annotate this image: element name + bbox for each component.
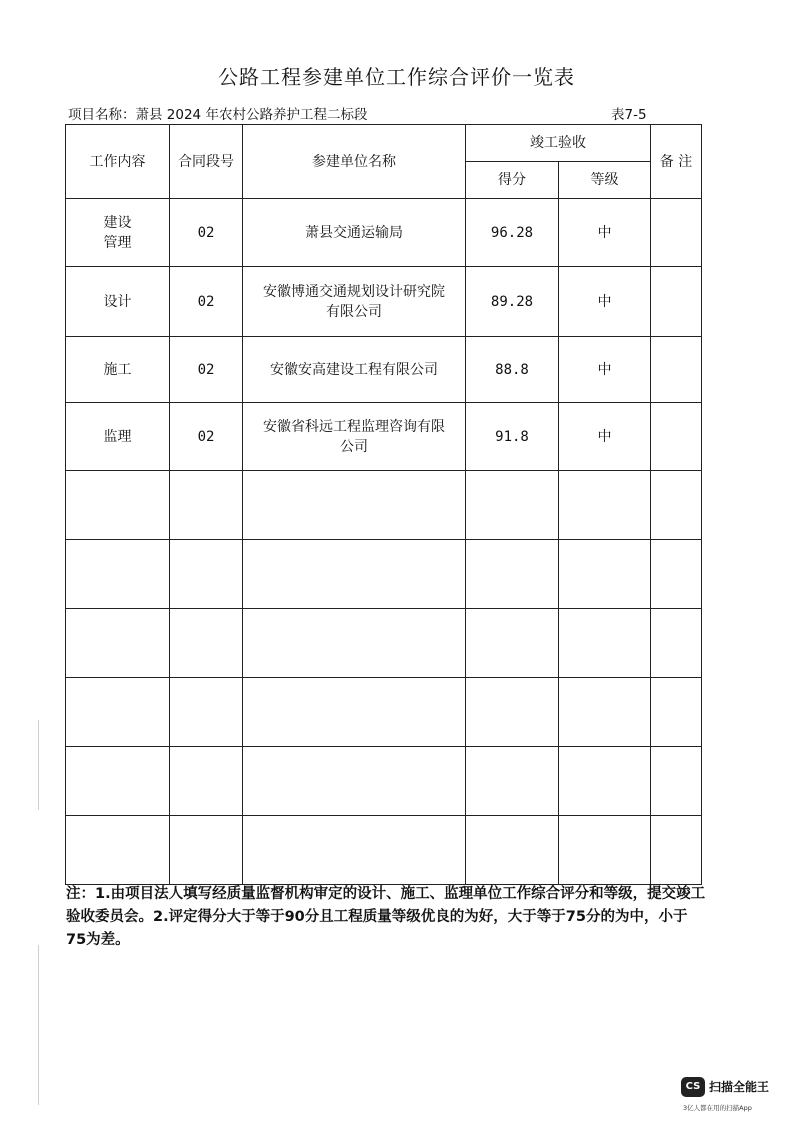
empty-cell <box>559 747 651 816</box>
empty-cell <box>466 747 559 816</box>
empty-cell <box>559 609 651 678</box>
empty-cell <box>466 471 559 540</box>
document-title: 公路工程参建单位工作综合评价一览表 <box>218 65 575 89</box>
cell-remark <box>651 403 702 471</box>
cell-remark <box>651 337 702 403</box>
cell-contract-section: 02 <box>170 337 243 403</box>
empty-cell <box>243 678 466 747</box>
cell-unit-name: 安徽安高建设工程有限公司 <box>243 337 466 403</box>
scanner-logo-icon: CS <box>681 1077 705 1097</box>
empty-cell <box>66 678 170 747</box>
empty-cell <box>243 609 466 678</box>
cell-work-content: 监理 <box>66 403 170 471</box>
cell-score: 89.28 <box>466 267 559 337</box>
cell-work-content: 设计 <box>66 267 170 337</box>
empty-cell <box>170 678 243 747</box>
empty-table-row <box>66 471 702 540</box>
footnote: 注：1.由项目法人填写经质量监督机构审定的设计、施工、监理单位工作综合评分和等级，提交竣工验收委员会。2.评定得分大于等于90分且工程质量等级优良的为好，大于等于75分的为中，小于75为差。 <box>66 886 706 948</box>
empty-cell <box>651 747 702 816</box>
empty-cell <box>243 540 466 609</box>
cell-grade: 中 <box>559 199 651 267</box>
cell-score: 88.8 <box>466 337 559 403</box>
empty-table-row <box>66 609 702 678</box>
empty-cell <box>170 816 243 885</box>
empty-cell <box>170 747 243 816</box>
empty-cell <box>243 816 466 885</box>
header-grade: 等级 <box>559 162 651 199</box>
cell-work-content: 施工 <box>66 337 170 403</box>
cell-remark <box>651 267 702 337</box>
cell-remark <box>651 199 702 267</box>
table-row <box>66 267 702 337</box>
scanner-slogan: 3亿人都在用的扫描App <box>683 1104 752 1112</box>
scanner-watermark <box>681 1077 791 1117</box>
cell-score: 96.28 <box>466 199 559 267</box>
empty-cell <box>66 609 170 678</box>
table-row <box>66 199 702 267</box>
header-unit-name: 参建单位名称 <box>243 125 466 199</box>
cell-unit-name: 萧县交通运输局 <box>243 199 466 267</box>
empty-cell <box>651 540 702 609</box>
cell-grade: 中 <box>559 267 651 337</box>
scan-artifact <box>38 720 39 810</box>
empty-cell <box>170 609 243 678</box>
cell-unit-name: 安徽省科远工程监理咨询有限 公司 <box>243 403 466 471</box>
empty-cell <box>651 471 702 540</box>
project-name: 项目名称：萧县 2024 年农村公路养护工程二标段 <box>68 107 368 123</box>
empty-cell <box>66 540 170 609</box>
table-row <box>66 403 702 471</box>
cell-work-content: 建设 管理 <box>66 199 170 267</box>
empty-cell <box>559 678 651 747</box>
empty-cell <box>66 471 170 540</box>
empty-table-row <box>66 747 702 816</box>
empty-table-row <box>66 816 702 885</box>
empty-table-row <box>66 540 702 609</box>
evaluation-table <box>65 124 702 885</box>
table-code: 表7-5 <box>611 107 647 123</box>
header-work-content: 工作内容 <box>66 125 170 199</box>
empty-table-row <box>66 678 702 747</box>
empty-cell <box>651 678 702 747</box>
empty-cell <box>66 816 170 885</box>
scan-artifact <box>38 945 39 1105</box>
header-score: 得分 <box>466 162 559 199</box>
empty-cell <box>559 471 651 540</box>
empty-cell <box>559 816 651 885</box>
cell-contract-section: 02 <box>170 267 243 337</box>
header-remarks: 备 注 <box>651 125 702 199</box>
empty-cell <box>243 471 466 540</box>
empty-cell <box>651 816 702 885</box>
cell-contract-section: 02 <box>170 199 243 267</box>
empty-cell <box>651 609 702 678</box>
header-contract-section: 合同段号 <box>170 125 243 199</box>
scanner-name: 扫描全能王 <box>709 1080 770 1094</box>
empty-cell <box>466 609 559 678</box>
cell-unit-name: 安徽博通交通规划设计研究院 有限公司 <box>243 267 466 337</box>
cell-grade: 中 <box>559 337 651 403</box>
cell-contract-section: 02 <box>170 403 243 471</box>
empty-cell <box>466 540 559 609</box>
empty-cell <box>170 540 243 609</box>
empty-cell <box>559 540 651 609</box>
cell-score: 91.8 <box>466 403 559 471</box>
cell-grade: 中 <box>559 403 651 471</box>
empty-cell <box>66 747 170 816</box>
empty-cell <box>466 678 559 747</box>
header-acceptance: 竣工验收 <box>466 125 651 162</box>
empty-cell <box>243 747 466 816</box>
empty-cell <box>466 816 559 885</box>
empty-cell <box>170 471 243 540</box>
table-row <box>66 337 702 403</box>
